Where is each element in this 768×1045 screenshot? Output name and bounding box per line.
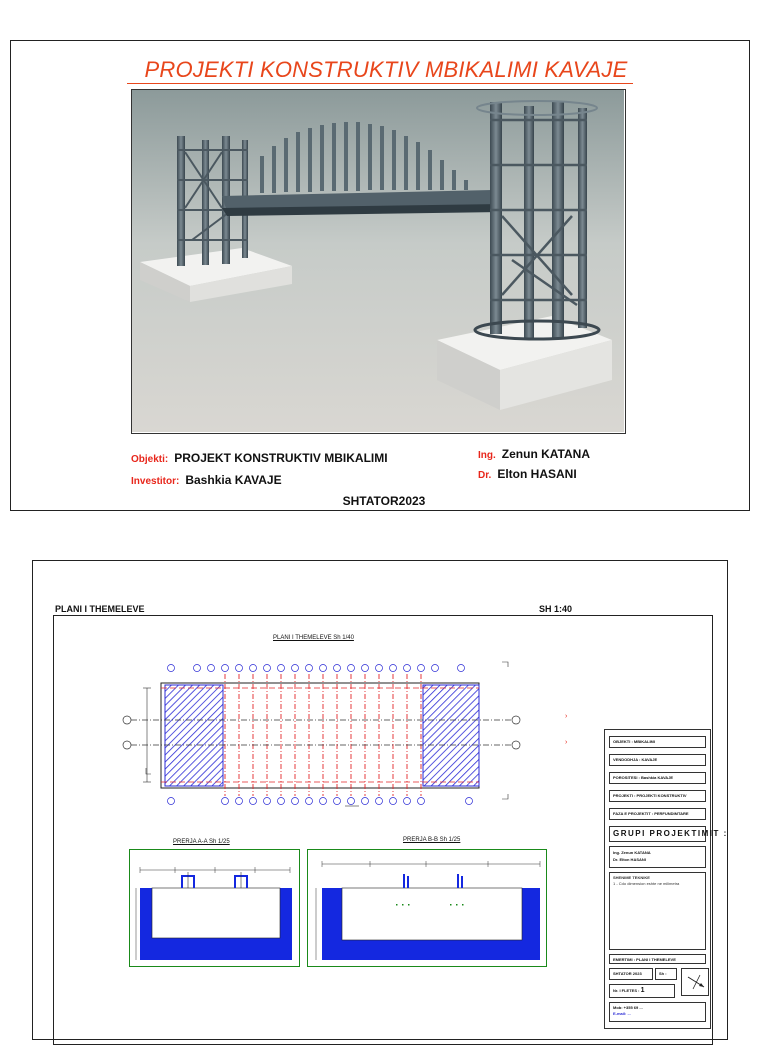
tb-north-box [681, 968, 709, 996]
investitor-value: Bashkia KAVAJE [185, 473, 282, 487]
section-a-drawing [130, 850, 299, 966]
tb-projekti: PROJEKTI : PROJEKTI KONSTRUKTIV [609, 790, 706, 802]
section-mark-b: › [565, 739, 568, 746]
objekti-value: PROJEKT KONSTRUKTIV MBIKALIMI [174, 451, 388, 465]
section-b-panel [307, 849, 547, 967]
tb-emertimi: EMERTIMI : PLANI I THEMELEVE [609, 954, 706, 964]
section-a-panel [129, 849, 300, 967]
north-arrow-icon [685, 971, 707, 993]
drawing-sheet [32, 560, 728, 1040]
tb-contact [609, 1002, 706, 1022]
tb-faza: FAZA E PROJEKTIT : PERFUNDIMTARE [609, 808, 706, 820]
section-a-caption: PRERJA A-A Sh 1/25 [173, 839, 230, 845]
section-b-caption: PRERJA B-B Sh 1/25 [403, 837, 461, 843]
objekti-line [131, 451, 388, 465]
dr-label: Dr. [478, 470, 492, 481]
bridge-render-image [131, 89, 626, 434]
tb-dr: Dr. Elton HASANI [613, 857, 646, 862]
tb-objekti: OBJEKTI : MBIKALIMI [609, 736, 706, 748]
plan-caption: PLANI I THEMELEVE Sh 1/40 [273, 635, 354, 641]
drawing-header-title: PLANI I THEMELEVE [55, 604, 145, 614]
cover-date: SHTATOR2023 [342, 494, 426, 508]
title-block [604, 729, 728, 1029]
cover-sheet [10, 40, 750, 511]
ing-value: Zenun KATANA [501, 447, 590, 461]
tb-porositesi: POROSITESI : Bashkia KAVAJE [609, 772, 706, 784]
cover-title: PROJEKTI KONSTRUKTIV MBIKALIMI KAVAJE [127, 57, 634, 84]
tb-nr [609, 984, 675, 998]
doctor-line [478, 467, 577, 481]
tb-nr-value: 1 [640, 987, 645, 994]
engineer-line [478, 447, 590, 461]
foundation-plan [113, 658, 523, 808]
tb-designers [609, 846, 706, 868]
dr-value: Elton HASANI [497, 467, 577, 481]
bridge-3d-render [132, 90, 624, 432]
investitor-line [131, 473, 282, 487]
tb-contact-phone: Mob: +355 69 ... [613, 1005, 643, 1010]
tb-nr-label: Nr. I FLETES : [613, 988, 640, 993]
drawing-header-scale: SH 1:40 [539, 604, 573, 614]
tb-ing: Ing. Zenun KATANA [613, 850, 651, 855]
tb-notes-title: SHENIME TEKNIKE [613, 875, 650, 880]
tb-notes [609, 872, 706, 950]
ing-label: Ing. [478, 450, 496, 461]
investitor-label: Investitor: [131, 476, 180, 487]
tb-grupi: GRUPI PROJEKTIMIT : [609, 826, 706, 842]
objekti-label: Objekti: [131, 454, 169, 465]
tb-notes-line: 1 - Cdo dimension eshte ne milimetra [613, 881, 680, 886]
tb-sh: Sh : [655, 968, 677, 980]
tb-vendodhja: VENDODHJA : KAVAJE [609, 754, 706, 766]
section-b-drawing [308, 850, 546, 966]
section-mark-a: › [565, 713, 568, 720]
tb-data: SHTATOR 2023 [609, 968, 653, 980]
tb-contact-email: E-mail: ... [613, 1011, 631, 1016]
